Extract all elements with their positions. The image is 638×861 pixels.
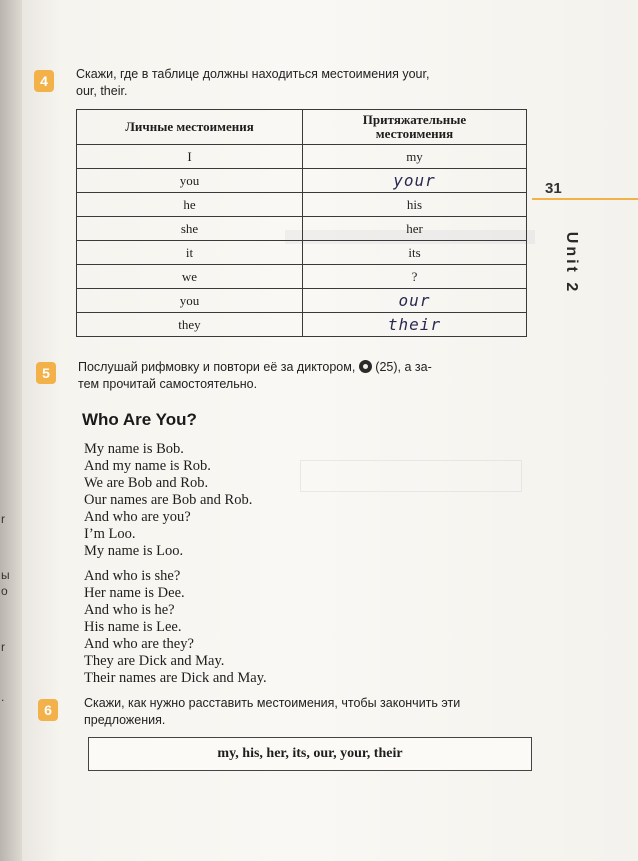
task4-instruction <box>76 66 429 100</box>
personal-pronoun: it <box>77 241 303 265</box>
instruction-text: (25), а за- <box>375 360 432 374</box>
possessive-pronoun: its <box>303 241 527 265</box>
table-row <box>77 241 527 265</box>
possessive-pronoun: my <box>303 145 527 169</box>
instruction-line: our, their. <box>76 84 128 98</box>
page-tab-line <box>532 198 638 200</box>
table-row <box>77 265 527 289</box>
left-page-fragment: о <box>1 584 8 598</box>
task-number-badge: 4 <box>34 70 54 92</box>
left-page-fragment: r <box>1 512 5 526</box>
poem-line: And who are you? <box>84 509 191 525</box>
poem-stanza-1 <box>84 441 252 560</box>
poem-line: They are Dick and May. <box>84 653 225 669</box>
task-number-badge: 6 <box>38 699 58 721</box>
pronoun-table <box>76 109 527 337</box>
handwritten-answer <box>303 313 527 337</box>
table-row <box>77 217 527 241</box>
poem-line: And my name is Rob. <box>84 458 211 474</box>
unit-label: Unit 2 <box>563 231 581 295</box>
personal-pronoun: you <box>77 289 303 313</box>
poem-line: And who is she? <box>84 568 181 584</box>
word-bank-box: my, his, her, its, our, your, their <box>88 737 532 771</box>
poem-line: My name is Bob. <box>84 441 184 457</box>
instruction-line: предложения. <box>84 713 166 727</box>
task5-instruction <box>78 359 432 393</box>
poem-line: His name is Lee. <box>84 619 182 635</box>
poem-line: Our names are Bob and Rob. <box>84 492 253 508</box>
task6-instruction <box>84 695 460 729</box>
possessive-pronoun: his <box>303 193 527 217</box>
audio-disc-icon <box>359 360 372 373</box>
handwritten-answer <box>303 169 527 193</box>
handwritten-answer <box>303 289 527 313</box>
header-line: местоимения <box>375 126 454 141</box>
personal-pronoun: he <box>77 193 303 217</box>
possessive-pronoun: her <box>303 217 527 241</box>
left-page-fragment: ы <box>1 568 10 582</box>
instruction-line: Скажи, где в таблице должны находиться местоимения your, <box>76 67 430 81</box>
poem-line: Their names are Dick and May. <box>84 670 267 686</box>
poem-line: I’m Loo. <box>84 526 136 542</box>
personal-pronoun: she <box>77 217 303 241</box>
personal-pronoun: I <box>77 145 303 169</box>
poem-line: My name is Loo. <box>84 543 184 559</box>
table-row <box>77 169 527 193</box>
handwritten-text: their <box>387 315 442 334</box>
page-number: 31 <box>545 180 562 197</box>
table-row <box>77 289 527 313</box>
poem-line: And who are they? <box>84 636 194 652</box>
instruction-line <box>78 359 432 376</box>
book-spine <box>0 0 22 861</box>
poem-title: Who Are You? <box>82 410 197 429</box>
handwritten-text: our <box>398 291 431 310</box>
header-personal: Личные местоимения <box>77 110 303 145</box>
table-row <box>77 145 527 169</box>
instruction-line: тем прочитай самостоятельно. <box>78 377 258 391</box>
left-page-fragment: r <box>1 640 5 654</box>
personal-pronoun: we <box>77 265 303 289</box>
instruction-line: Скажи, как нужно расставить местоимения, чтобы закончить эти <box>84 696 461 710</box>
poem-line: Her name is Dee. <box>84 585 185 601</box>
task-number-badge: 5 <box>36 362 56 384</box>
possessive-pronoun: ? <box>303 265 527 289</box>
personal-pronoun: they <box>77 313 303 337</box>
poem-stanza-2 <box>84 568 267 687</box>
personal-pronoun: you <box>77 169 303 193</box>
header-possessive <box>303 110 527 145</box>
poem-line: We are Bob and Rob. <box>84 475 209 491</box>
handwritten-text: your <box>393 171 436 190</box>
table-row <box>77 193 527 217</box>
bleed-through <box>300 460 522 492</box>
left-page-fragment: . <box>1 690 5 704</box>
table-row <box>77 313 527 337</box>
header-line: Притяжательные <box>362 112 467 127</box>
instruction-text: Послушай рифмовку и повтори её за диктором, <box>78 360 356 374</box>
poem-line: And who is he? <box>84 602 175 618</box>
table-header-row <box>77 110 527 145</box>
